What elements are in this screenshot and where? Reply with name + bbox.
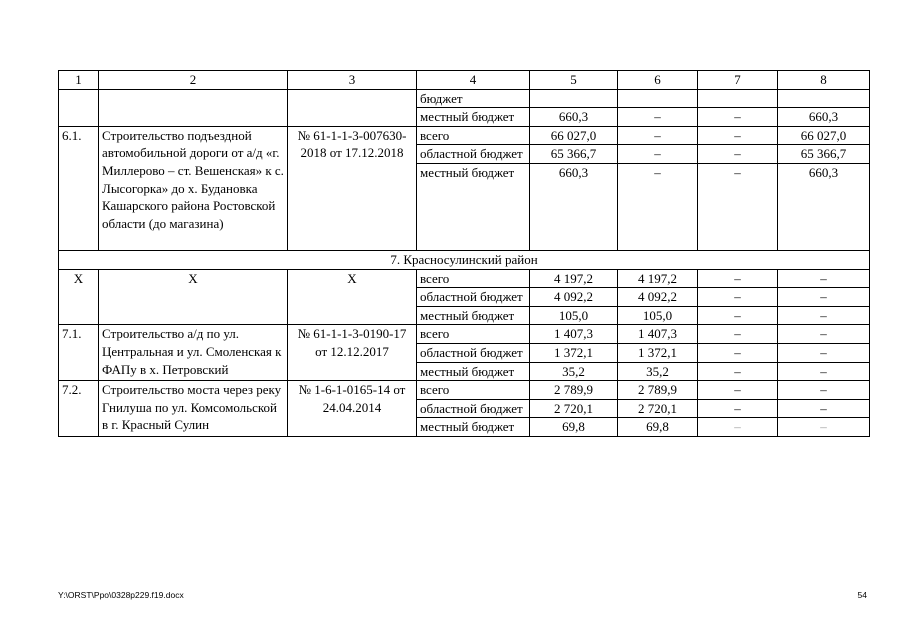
- value-cell: 2 789,9: [530, 381, 618, 400]
- cont-num-cell: [59, 89, 99, 126]
- value-cell: –: [618, 126, 698, 145]
- funding-label: местный бюджет: [417, 362, 530, 381]
- cont-name-cell: [99, 89, 288, 126]
- value-cell: –: [698, 108, 778, 127]
- value-cell: –: [698, 343, 778, 362]
- col-header-7: 7: [698, 71, 778, 90]
- value-cell: –: [778, 399, 870, 418]
- section-row: [59, 250, 870, 269]
- item-document: № 1-6-1-0165-14 от 24.04.2014: [288, 381, 417, 437]
- value-cell: –: [778, 269, 870, 288]
- footer-file-path: Y:\ORST\Ppo\0328p229.f19.docx: [58, 590, 184, 600]
- item-number: 7.1.: [59, 325, 99, 381]
- col-header-8: 8: [778, 71, 870, 90]
- funding-label: областной бюджет: [417, 343, 530, 362]
- value-cell: –: [698, 362, 778, 381]
- item-name: Строительство подъездной автомобильной дороги от а/д «г. Миллерово – ст. Вешенская» к с. Лысогорка» до х. Будановка Кашарского района Ростовской области (до магазина): [99, 126, 288, 250]
- value-cell: 660,3: [778, 108, 870, 127]
- column-header-row: [59, 71, 870, 90]
- value-cell: 66 027,0: [530, 126, 618, 145]
- col-header-2: 2: [99, 71, 288, 90]
- funding-label: областной бюджет: [417, 399, 530, 418]
- value-cell: 65 366,7: [778, 145, 870, 164]
- item-document: X: [288, 269, 417, 325]
- item-document: № 61-1-1-3-007630-2018 от 17.12.2018: [288, 126, 417, 250]
- funding-label: всего: [417, 126, 530, 145]
- value-cell: 660,3: [778, 163, 870, 250]
- value-cell: 35,2: [618, 362, 698, 381]
- col-header-5: 5: [530, 71, 618, 90]
- table-row: [59, 89, 870, 108]
- value-cell: –: [698, 269, 778, 288]
- page-number: 54: [857, 590, 867, 600]
- value-cell: 1 372,1: [618, 343, 698, 362]
- value-cell: 4 197,2: [530, 269, 618, 288]
- item-name: X: [99, 269, 288, 325]
- value-cell: 2 720,1: [530, 399, 618, 418]
- value-cell: –: [698, 399, 778, 418]
- value-cell: 105,0: [618, 306, 698, 325]
- value-cell: 1 407,3: [530, 325, 618, 344]
- item-name: Строительство а/д по ул. Центральная и ул. Смоленская к ФАПу в х. Петровский: [99, 325, 288, 381]
- funding-label: всего: [417, 381, 530, 400]
- col-header-3: 3: [288, 71, 417, 90]
- item-number: X: [59, 269, 99, 325]
- col-header-1: 1: [59, 71, 99, 90]
- value-cell: –: [778, 381, 870, 400]
- col-header-6: 6: [618, 71, 698, 90]
- value-cell: –: [698, 325, 778, 344]
- value-cell: 2 720,1: [618, 399, 698, 418]
- value-cell: –: [778, 418, 870, 437]
- value-cell: 66 027,0: [778, 126, 870, 145]
- value-cell: 4 092,2: [618, 288, 698, 307]
- value-cell: –: [698, 381, 778, 400]
- value-cell: –: [698, 418, 778, 437]
- col-header-4: 4: [417, 71, 530, 90]
- value-cell: 4 197,2: [618, 269, 698, 288]
- financing-table: [58, 70, 870, 437]
- value-cell: 35,2: [530, 362, 618, 381]
- value-cell: –: [698, 145, 778, 164]
- value-cell: 69,8: [618, 418, 698, 437]
- item-document: № 61-1-1-3-0190-17 от 12.12.2017: [288, 325, 417, 381]
- funding-label: местный бюджет: [417, 108, 530, 127]
- section-title: 7. Красносулинский район: [59, 250, 870, 269]
- value-cell: –: [618, 145, 698, 164]
- value-cell: 4 092,2: [530, 288, 618, 307]
- value-cell: –: [778, 288, 870, 307]
- value-cell: 660,3: [530, 163, 618, 250]
- value-cell: 2 789,9: [618, 381, 698, 400]
- value-cell: –: [698, 288, 778, 307]
- funding-label: местный бюджет: [417, 418, 530, 437]
- value-cell: –: [698, 163, 778, 250]
- value-cell: –: [618, 163, 698, 250]
- table-row: [59, 325, 870, 344]
- value-cell: –: [698, 306, 778, 325]
- cont-doc-cell: [288, 89, 417, 126]
- value-cell: –: [698, 126, 778, 145]
- funding-label: всего: [417, 325, 530, 344]
- funding-label: местный бюджет: [417, 306, 530, 325]
- table-row: [59, 269, 870, 288]
- item-number: 7.2.: [59, 381, 99, 437]
- item-number: 6.1.: [59, 126, 99, 250]
- value-cell: 69,8: [530, 418, 618, 437]
- funding-label: всего: [417, 269, 530, 288]
- funding-label: местный бюджет: [417, 163, 530, 250]
- funding-label: областной бюджет: [417, 145, 530, 164]
- value-cell: 660,3: [530, 108, 618, 127]
- table-row: [59, 381, 870, 400]
- funding-label: областной бюджет: [417, 288, 530, 307]
- value-cell: –: [618, 108, 698, 127]
- value-cell: 65 366,7: [530, 145, 618, 164]
- value-cell: –: [778, 362, 870, 381]
- funding-label: бюджет: [417, 89, 530, 108]
- table-row: [59, 126, 870, 145]
- item-name: Строительство моста через реку Гнилуша по ул. Комсомольской в г. Красный Сулин: [99, 381, 288, 437]
- value-cell: 1 407,3: [618, 325, 698, 344]
- value-cell: 1 372,1: [530, 343, 618, 362]
- value-cell: 105,0: [530, 306, 618, 325]
- value-cell: –: [778, 343, 870, 362]
- value-cell: –: [778, 325, 870, 344]
- value-cell: –: [778, 306, 870, 325]
